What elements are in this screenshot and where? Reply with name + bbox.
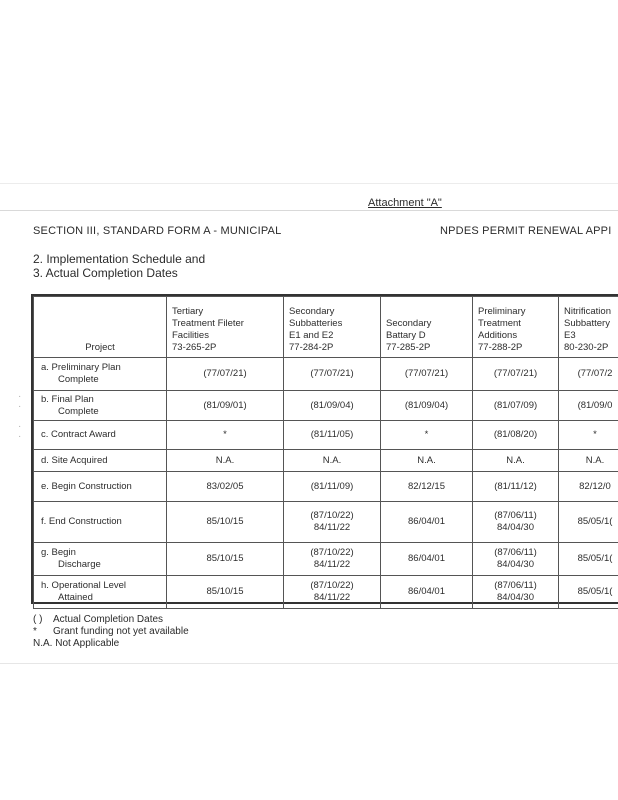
header-line: Secondary — [289, 306, 335, 317]
row-label-line: Complete — [58, 405, 99, 417]
project-column-header-1 — [167, 297, 284, 358]
cell-value: (87/10/22) — [310, 510, 354, 521]
table-cell — [381, 543, 473, 576]
row-label-line: a. Preliminary Plan — [41, 362, 121, 373]
cell-value: 85/05/1( — [577, 516, 613, 527]
header-line: Additions — [478, 330, 518, 341]
footnote — [33, 626, 189, 638]
header-line: Subbatteries — [289, 318, 343, 329]
scan-artifact-line — [0, 210, 618, 211]
cell-value: 84/04/30 — [497, 559, 534, 570]
row-label-line: d. Site Acquired — [41, 454, 108, 466]
table-cell — [473, 543, 559, 576]
row-label — [34, 450, 167, 472]
schedule-table — [33, 296, 618, 609]
table-cell — [381, 358, 473, 391]
header-line: Treatment — [478, 318, 521, 329]
cell-value: (81/09/04) — [310, 399, 354, 411]
footnote-text: N.A. Not Applicable — [33, 638, 120, 649]
project-column-header-5 — [559, 297, 618, 358]
project-column-header-4 — [473, 297, 559, 358]
header-line: 80-230-2P — [564, 342, 609, 353]
table-cell — [381, 391, 473, 421]
cell-value: 85/05/1( — [577, 586, 613, 597]
table-cell — [167, 543, 284, 576]
table-body — [34, 358, 618, 609]
row-label-line: g. Begin — [41, 547, 76, 558]
cell-value: (77/07/21) — [203, 368, 247, 379]
cell-value: (81/09/04) — [404, 399, 449, 411]
cell-value: (87/06/11) — [494, 580, 537, 591]
cell-value: (81/08/20) — [493, 429, 538, 440]
attachment-label: Attachment "A" — [368, 197, 442, 209]
table-cell — [473, 472, 559, 502]
table-row — [34, 502, 618, 543]
cell-value: 84/04/30 — [497, 592, 534, 603]
project-column-header: Project — [34, 297, 167, 358]
table-cell — [473, 421, 559, 450]
table-row — [34, 391, 618, 421]
table-row — [34, 576, 618, 609]
cell-value: (81/07/09) — [493, 399, 538, 411]
cell-value: 84/11/22 — [313, 559, 351, 570]
section-title: SECTION III, STANDARD FORM A - MUNICIPAL — [33, 225, 282, 237]
cell-value: 85/10/15 — [206, 516, 244, 527]
table-cell — [559, 472, 618, 502]
row-label-line: Attained — [58, 592, 93, 603]
header-line: Secondary — [386, 318, 432, 329]
cell-value: (77/07/21) — [404, 368, 449, 379]
row-label — [34, 421, 167, 450]
footnote — [33, 638, 189, 650]
table-cell — [559, 502, 618, 543]
cell-value: 86/04/01 — [408, 516, 445, 527]
header-line: 77-288-2P — [478, 342, 523, 353]
cell-value: 82/12/0 — [579, 480, 611, 492]
table-header — [34, 297, 618, 358]
header-line: Facilities — [172, 330, 209, 341]
cell-value: (87/06/11) — [494, 547, 537, 558]
row-label-line: Discharge — [58, 559, 101, 570]
footnote-symbol: * — [33, 626, 37, 637]
header-line: E1 and E2 — [289, 330, 334, 341]
table-cell — [559, 576, 618, 609]
table-cell — [284, 358, 381, 391]
table-cell — [284, 391, 381, 421]
table-cell — [167, 450, 284, 472]
cell-value: * — [223, 429, 227, 440]
cell-value: (77/07/2 — [577, 368, 613, 379]
table-cell — [559, 358, 618, 391]
table-cell — [559, 543, 618, 576]
row-label — [34, 472, 167, 502]
table-cell — [284, 543, 381, 576]
table-cell — [167, 502, 284, 543]
cell-value: (81/09/0 — [577, 399, 613, 411]
table-cell — [559, 421, 618, 450]
cell-value: N.A. — [215, 454, 235, 466]
cell-value: 85/10/15 — [206, 553, 244, 564]
project-column-header-3 — [381, 297, 473, 358]
item-actual-completion: 3. Actual Completion Dates — [33, 266, 178, 280]
scan-artifact-line — [0, 183, 618, 184]
header-line: Treatment Fileter — [172, 318, 244, 329]
cell-value: N.A. — [417, 454, 436, 466]
table-cell — [381, 472, 473, 502]
row-label-line: b. Final Plan — [41, 393, 94, 405]
table-cell — [381, 421, 473, 450]
footnote-text: Grant funding not yet available — [53, 626, 189, 637]
footnotes — [33, 614, 189, 650]
footnote-symbol: ( ) — [33, 614, 43, 625]
cell-value: * — [593, 429, 597, 440]
table-cell — [167, 421, 284, 450]
item-implementation-schedule: 2. Implementation Schedule and — [33, 252, 206, 266]
cell-value: (81/11/12) — [494, 480, 537, 492]
cell-value: N.A. — [585, 454, 605, 466]
table-row — [34, 472, 618, 502]
scan-artifact-line — [0, 663, 618, 664]
scan-specks: · · · · — [18, 391, 22, 442]
table-row — [34, 543, 618, 576]
header-line: 77-284-2P — [289, 342, 334, 353]
row-label-line: e. Begin Construction — [41, 480, 132, 492]
table-cell — [559, 450, 618, 472]
header-line: 77-285-2P — [386, 342, 431, 353]
row-label — [34, 358, 167, 391]
cell-value: (77/07/21) — [493, 368, 538, 379]
table-cell — [473, 391, 559, 421]
table-cell — [284, 576, 381, 609]
cell-value: (77/07/21) — [310, 368, 354, 379]
cell-value: 84/04/30 — [497, 522, 534, 533]
cell-value: 84/11/22 — [313, 522, 351, 533]
cell-value: 86/04/01 — [408, 586, 445, 597]
table-cell — [167, 576, 284, 609]
cell-value: * — [424, 429, 429, 440]
cell-value: 82/12/15 — [408, 480, 445, 492]
permit-title: NPDES PERMIT RENEWAL APPI — [440, 225, 612, 237]
row-label — [34, 576, 167, 609]
cell-value: 86/04/01 — [408, 553, 445, 564]
row-label-line: f. End Construction — [41, 516, 122, 527]
table-cell — [284, 421, 381, 450]
row-label-line: c. Contract Award — [41, 429, 116, 440]
table-cell — [559, 391, 618, 421]
cell-value: N.A. — [322, 454, 342, 466]
table-row — [34, 358, 618, 391]
header-line: Preliminary — [478, 306, 526, 317]
table-row — [34, 450, 618, 472]
header-line: E3 — [564, 330, 576, 341]
table-cell — [167, 358, 284, 391]
header-line: 73-265-2P — [172, 342, 217, 353]
cell-value: 85/10/15 — [206, 586, 244, 597]
table-cell — [381, 450, 473, 472]
cell-value: 84/11/22 — [313, 592, 351, 603]
cell-value: (87/10/22) — [310, 547, 354, 558]
row-label — [34, 502, 167, 543]
cell-value: N.A. — [506, 454, 525, 466]
table-cell — [284, 502, 381, 543]
schedule-table-frame — [31, 294, 618, 604]
cell-value: 83/02/05 — [206, 480, 244, 492]
cell-value: (81/11/09) — [310, 480, 354, 492]
table-row — [34, 421, 618, 450]
table-cell — [284, 450, 381, 472]
table-cell — [381, 576, 473, 609]
cell-value: (87/10/22) — [310, 580, 354, 591]
row-label-line: h. Operational Level — [41, 580, 127, 591]
cell-value: 85/05/1( — [577, 553, 613, 564]
row-label — [34, 391, 167, 421]
table-cell — [167, 472, 284, 502]
row-label-line: Complete — [58, 374, 99, 385]
header-line: Subbattery — [564, 318, 610, 329]
header-line: Battary D — [386, 330, 426, 341]
table-cell — [473, 450, 559, 472]
row-label — [34, 543, 167, 576]
cell-value: (81/11/05) — [310, 429, 354, 440]
cell-value: (81/09/01) — [203, 399, 247, 411]
table-cell — [284, 472, 381, 502]
header-row — [34, 297, 618, 358]
cell-value: (87/06/11) — [494, 510, 537, 521]
footnote-text: Actual Completion Dates — [53, 614, 164, 625]
table-cell — [473, 358, 559, 391]
footnote — [33, 614, 189, 626]
table-cell — [473, 502, 559, 543]
header-line: Tertiary — [172, 306, 204, 317]
header-line: Nitrification — [564, 306, 611, 317]
table-cell — [381, 502, 473, 543]
table-cell — [167, 391, 284, 421]
project-column-header-2 — [284, 297, 381, 358]
table-cell — [473, 576, 559, 609]
